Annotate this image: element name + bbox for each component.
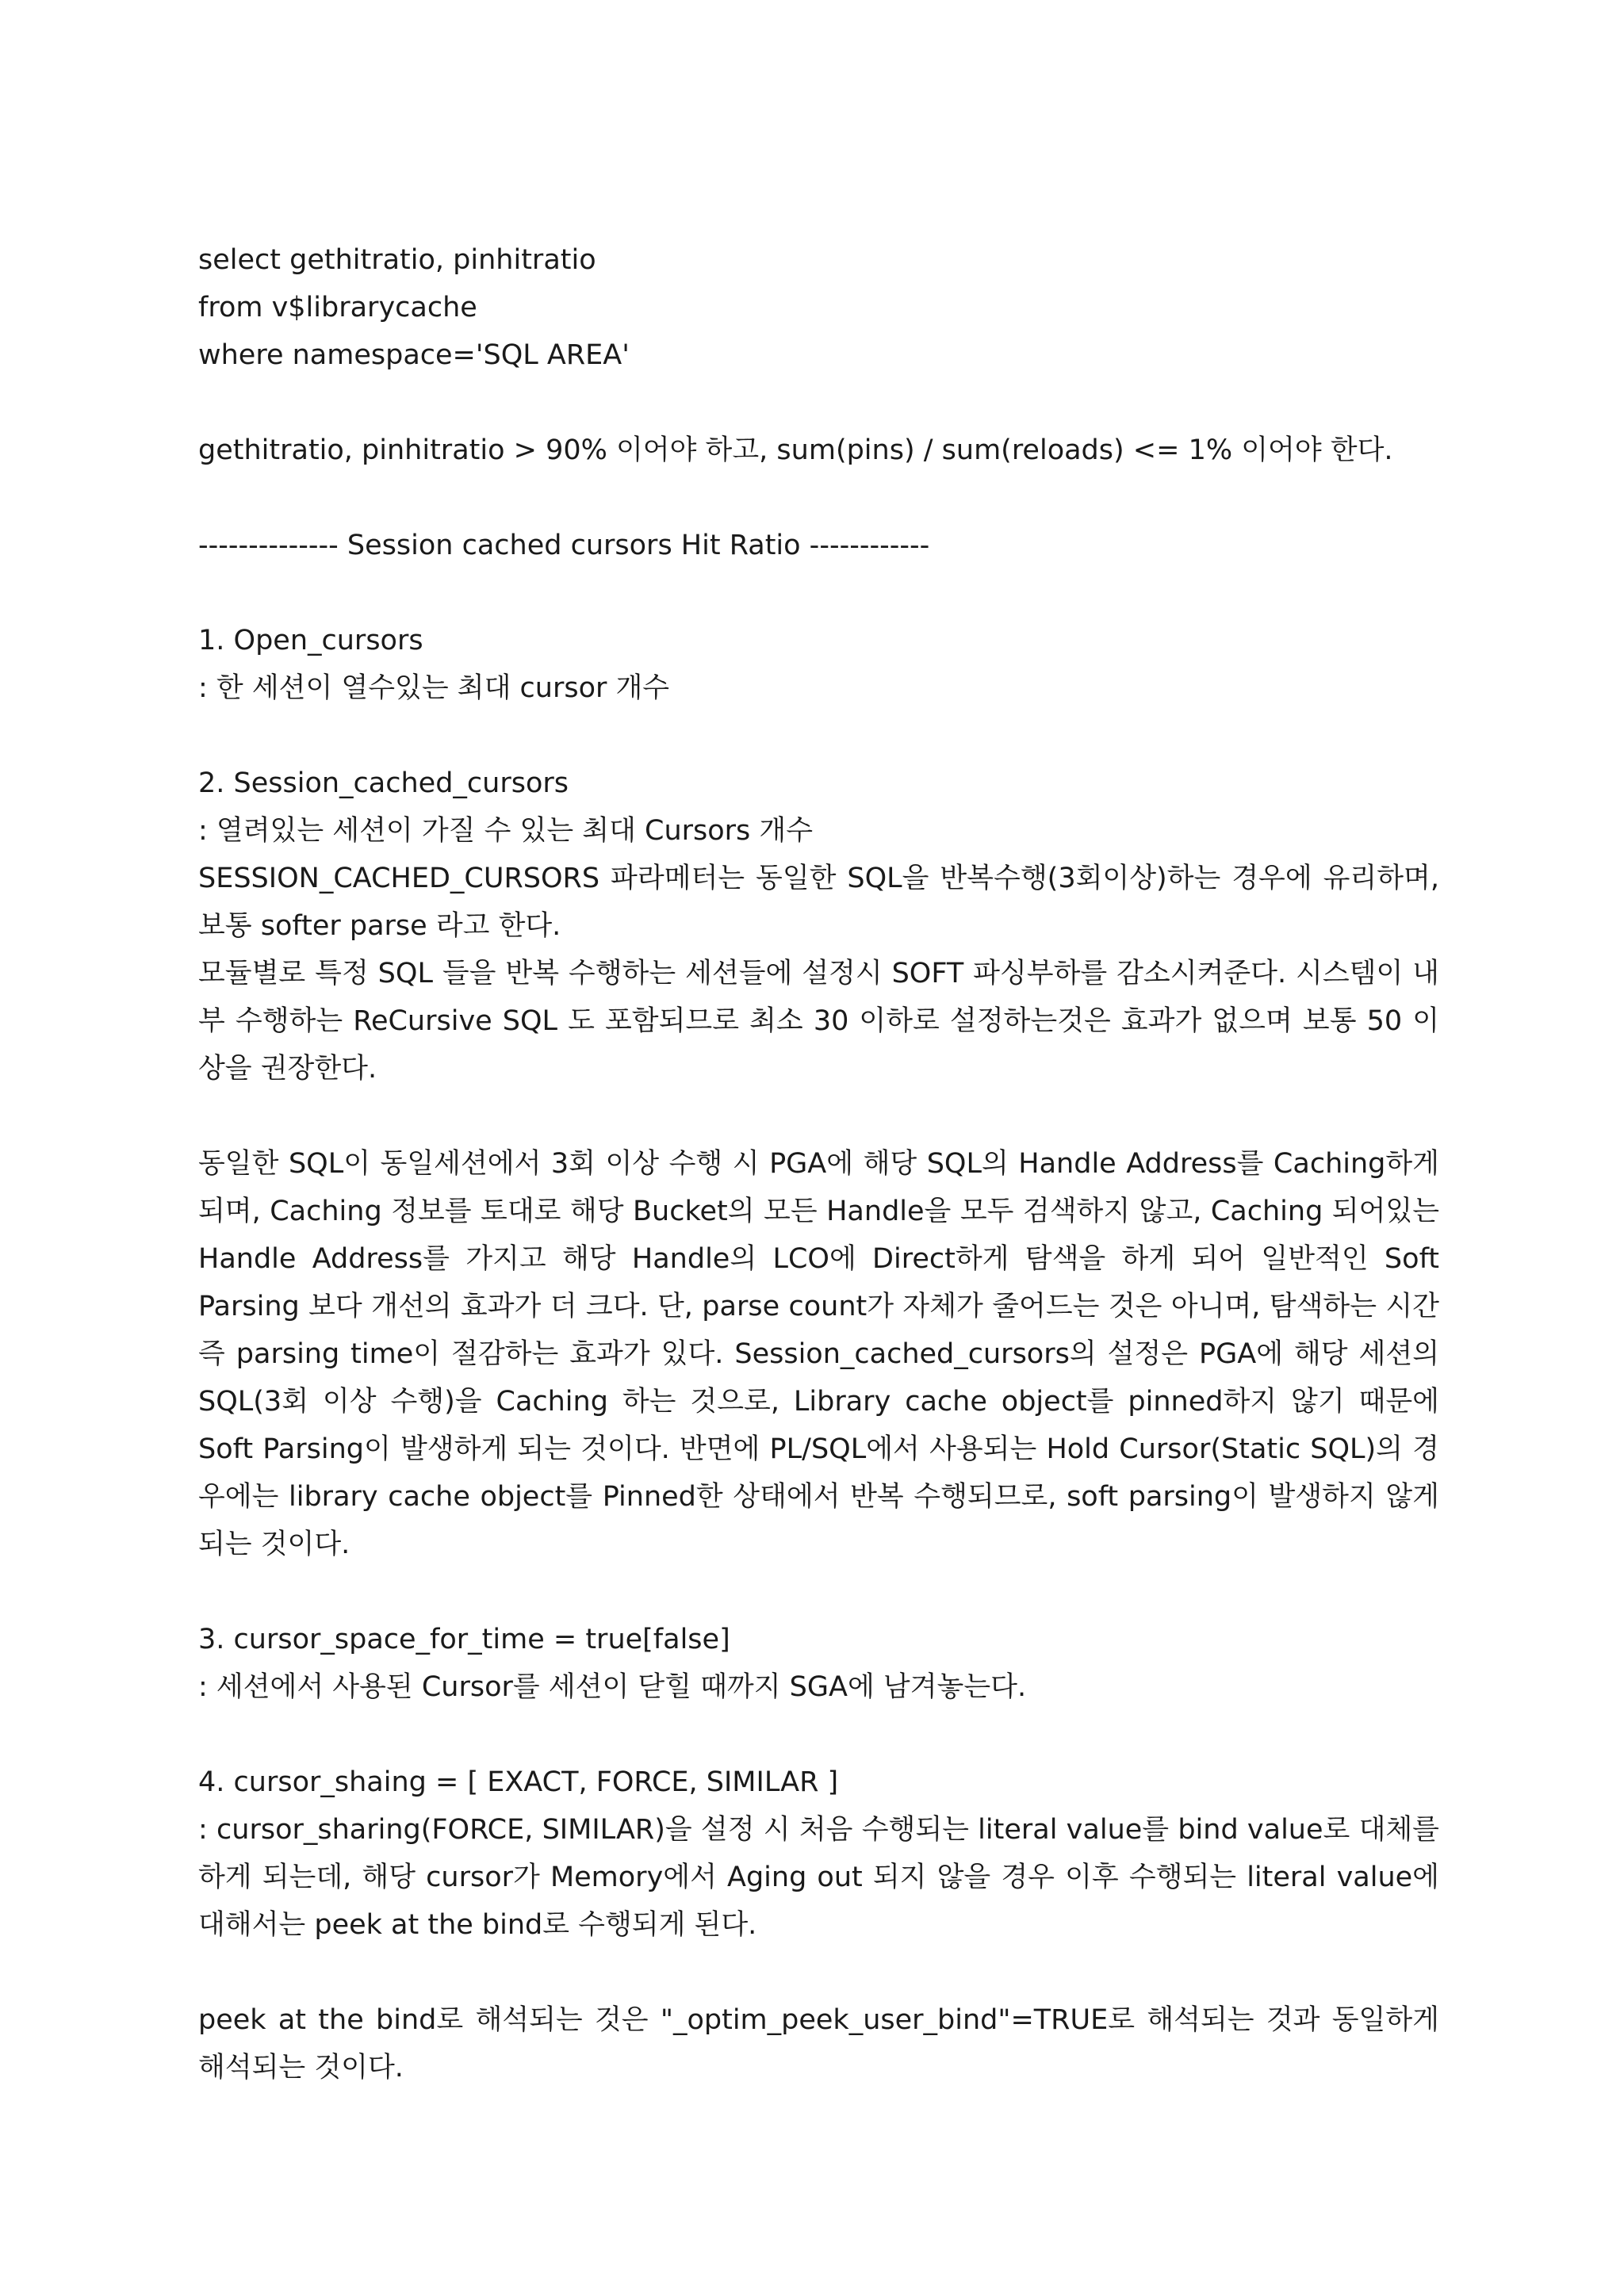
spacer [198,1093,1439,1140]
item-2-paragraph-1: SESSION_CACHED_CURSORS 파라메터는 동일한 SQL을 반복수행(3회이상)하는 경우에 유리하며, 보통 softer parse 라고 한다. [198,863,1439,942]
item-4-desc: : cursor_sharing(FORCE, SIMILAR)을 설정 시 처음 수행되는 literal value를 bind value로 대체를 하게 되는데, 해당 cursor가 Memory에서 Aging out 되지 않을 경우 이후 수행되는 literal value에 대해서는 peek at the bind로 수행되게 된다. [198,1814,1439,1941]
closing-note: peek at the bind로 해석되는 것은 "_optim_peek_user_bind"=TRUE로 해석되는 것과 동일하게 해석되는 것이다. [198,2004,1439,2084]
spacer [198,1711,1439,1758]
spacer [198,379,1439,427]
item-2-paragraph-2: 모듈별로 특정 SQL 들을 반복 수행하는 세션들에 설정시 SOFT 파싱부하를 감소시켜준다. 시스템이 내부 수행하는 ReCursive SQL 도 포함되므로 최소 30 이하로 설정하는것은 효과가 없으며 보통 50 이상을 권장한다. [198,958,1439,1085]
spacer [198,1949,1439,1996]
item-2-title: 2. Session_cached_cursors [198,767,569,799]
ratio-note: gethitratio, pinhitratio > 90% 이어야 하고, sum(pins) / sum(reloads) <= 1% 이어야 한다. [198,434,1393,466]
item-2-paragraph-3: 동일한 SQL이 동일세션에서 3회 이상 수행 시 PGA에 해당 SQL의 Handle Address를 Caching하게 되며, Caching 정보를 토대로 해당 Bucket의 모든 Handle을 모두 검색하지 않고, Caching 되어있는 Handle Address를 가지고 해당 Handle의 LCO에 Direct하게 탐색을 하게 되어 일반적인 Soft Parsing 보다 개선의 효과가 더 크다. 단, parse count가 자체가 줄어드는 것은 아니며, 탐색하는 시간 즉 parsing time이 절감하는 효과가 있다. Session_cached_cursors의 설정은 PGA에 해당 세션의 SQL(3회 이상 수행)을 Caching 하는 것으로, Library cache object를 pinned하지 않기 때문에 Soft Parsing이 발생하게 되는 것이다. 반면에 PL/SQL에서 사용되는 Hold Cursor(Static SQL)의 경우에는 library cache object를 Pinned한 상태에서 반복 수행되므로, soft parsing이 발생하지 않게 되는 것이다. [198,1148,1439,1560]
item-4-title: 4. cursor_shaing = [ EXACT, FORCE, SIMILAR ] [198,1766,839,1798]
item-3-desc: : 세션에서 사용된 Cursor를 세션이 닫힐 때까지 SGA에 남겨놓는다. [198,1671,1027,1703]
item-1-desc: : 한 세션이 열수있는 최대 cursor 개수 [198,672,670,704]
sql-line-from: from v$librarycache [198,292,477,323]
spacer [198,1568,1439,1616]
sql-line-where: where namespace='SQL AREA' [198,339,630,371]
section-header: -------------- Session cached cursors Hit Ratio ------------ [198,530,930,561]
spacer [198,569,1439,617]
item-3-title: 3. cursor_space_for_time = true[false] [198,1624,730,1655]
spacer [198,712,1439,760]
item-2-desc: : 열려있는 세션이 가질 수 있는 최대 Cursors 개수 [198,815,814,847]
item-1-title: 1. Open_cursors [198,625,423,656]
document-page [198,236,1439,2091]
spacer [198,474,1439,522]
sql-line-select: select gethitratio, pinhitratio [198,244,596,276]
